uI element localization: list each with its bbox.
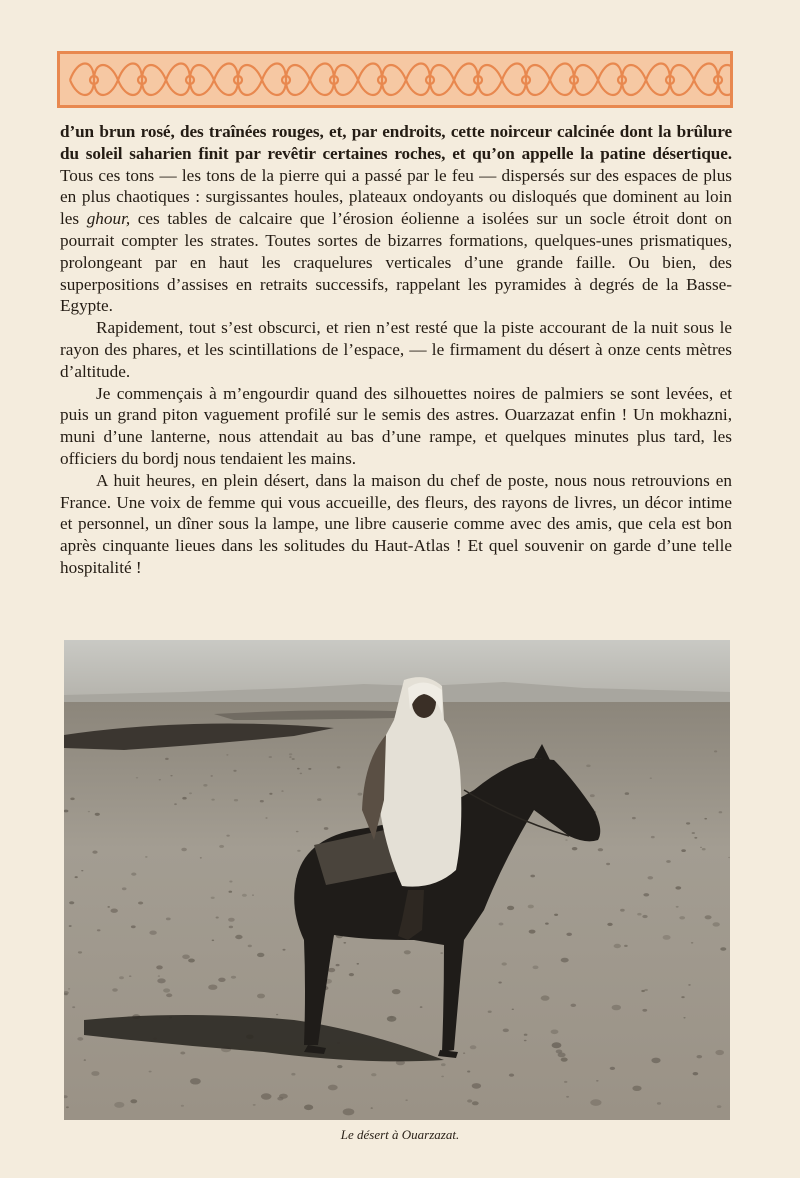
desert-rider-photograph [64, 640, 730, 1120]
paragraph-1-part: Tous ces tons — les tons de la pierre qui a passé par le feu — dispersés sur des espaces de plus en plus chaotiques : surgissantes houles, plateaux ondoyants ou disloqués que dominent au loin les [60, 165, 732, 229]
body-text [60, 121, 732, 579]
paragraph-2: Rapidement, tout s’est obscurci, et rien n’est resté que la piste accourant de la nuit sous le rayon des phares, et les scintillations de l’espace, — le firmament du désert à onze cents mètres d’altitude. [60, 318, 732, 381]
paragraph-1-italic-term: ghour, [86, 209, 131, 229]
paragraph-1-rest: ces tables de calcaire que l’érosion éolienne a isolées sur un socle étroit dont on pourrait compter les strates. Toutes sortes de bizarres formations, quelques-unes prismatiques, prolongeant par en haut les craquelures verticales d’une grande faille. Ou bien, des superpositions d’assises en retraits successifs, rappelant les pyramides à degrés de la Basse-Egypte. [60, 209, 732, 316]
horse-rider-photo-icon [64, 640, 730, 1120]
paragraph-1-lead: d’un brun rosé, des traînées rouges, et, par endroits, cette noirceur calcinée dont la brûlure du soleil saharien finit par revêtir certaines roches, et qu’on appelle la patine désertique. [60, 122, 732, 163]
paragraph-1 [60, 121, 732, 317]
photo-caption: Le désert à Ouarzazat. [340, 1127, 460, 1142]
arabesque-ornament-icon [60, 54, 730, 105]
ornamental-header-band [57, 51, 733, 108]
paragraph-4: A huit heures, en plein désert, dans la maison du chef de poste, nous nous retrouvions en France. Une voix de femme qui vous accueille, des fleurs, des rayons de livres, un décor intime et personnel, un dîner sous la lampe, une libre causerie comme avec des amis, que cela est bon après cinquante lieues dans les solitudes du Haut-Atlas ! Et quel souvenir on garde d’une telle hospitalité ! [60, 470, 732, 577]
paragraph-3: Je commençais à m’engourdir quand des silhouettes noires de palmiers se sont levées, et puis un grand piton vaguement profilé sur le semis des astres. Ouarzazat enfin ! Un mokhazni, muni d’une lanterne, nous attendait au bas d’une rampe, et quelques minutes plus tard, les officiers du bordj nous tendaient les mains. [60, 383, 732, 468]
